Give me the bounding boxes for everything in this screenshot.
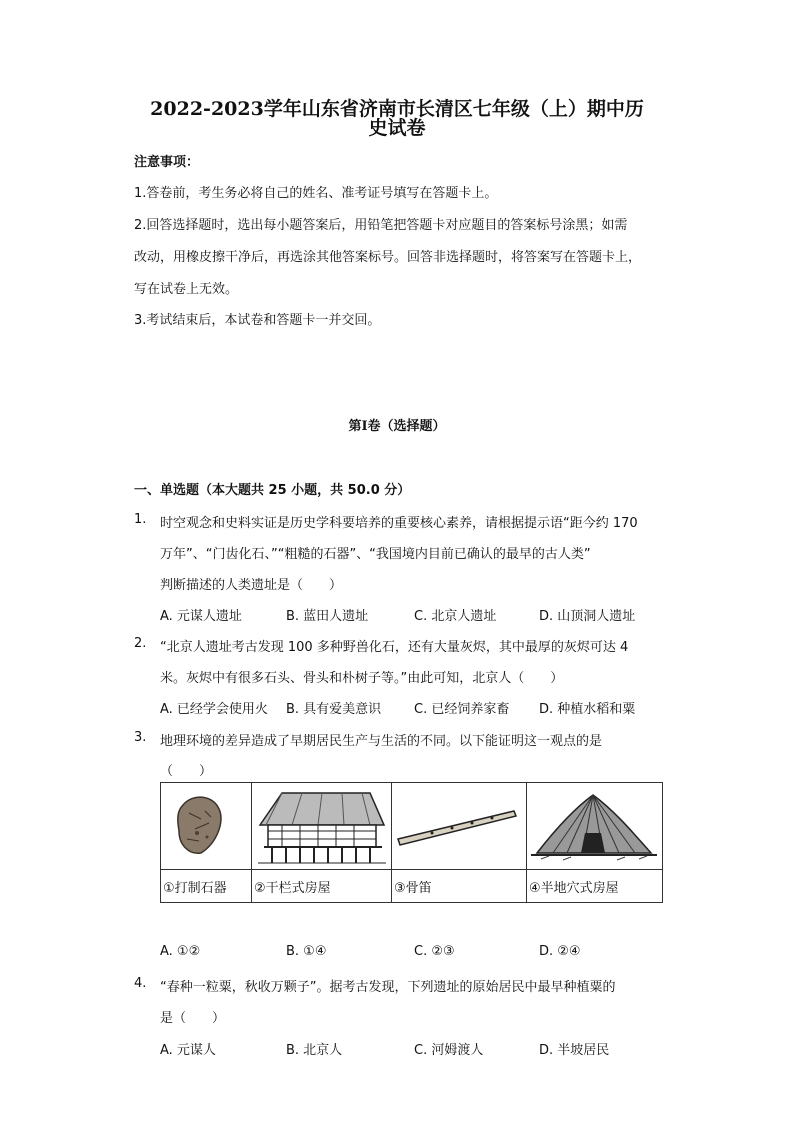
options-row — [160, 605, 635, 624]
bone-flute-image — [392, 783, 527, 870]
question-number: 1. — [134, 512, 147, 527]
stilt-house-image — [252, 783, 392, 870]
notice-line: 1.答卷前，考生务必将自己的姓名、准考证号填写在答题卡上。 — [134, 186, 498, 201]
option-d[interactable]: D. 半坡居民 — [539, 1043, 610, 1058]
question-text: 万年”、“门齿化石、”“粗糙的石器”、“我国境内目前已确认的最早的古人类” — [160, 547, 591, 562]
q3-image-table — [160, 782, 663, 903]
option-b[interactable]: B. 北京人 — [286, 1043, 343, 1058]
question-text: “北京人遗址考古发现 100 多种野兽化石，还有大量灰烬，其中最厚的灰烬可达 4 — [160, 640, 629, 655]
options-row — [160, 1039, 609, 1058]
question-text: 时空观念和史料实证是历史学科要培养的重要核心素养，请根据提示语“距今约 170 — [160, 516, 638, 531]
option-a[interactable]: A. ①② — [160, 944, 201, 959]
notice-heading: 注意事项： — [134, 155, 200, 170]
notice-line: 2.回答选择题时，选出每小题答案后，用铅笔把答题卡对应题目的答案标号涂黑；如需 — [134, 218, 628, 233]
exam-title-line2: 史试卷 — [368, 117, 426, 139]
notice-line: 3.考试结束后，本试卷和答题卡一并交回。 — [134, 313, 381, 328]
option-d[interactable]: D. 山顶洞人遗址 — [539, 609, 636, 624]
part-heading: 一、单选题（本大题共 25 小题，共 50.0 分） — [134, 483, 411, 498]
notice-line: 写在试卷上无效。 — [134, 282, 239, 297]
exam-title-line1: 2022-2023学年山东省济南市长清区七年级（上）期中历 — [150, 98, 644, 120]
option-c[interactable]: C. 已经饲养家畜 — [414, 702, 510, 717]
option-b[interactable]: B. ①④ — [286, 944, 327, 959]
option-b[interactable]: B. 蓝田人遗址 — [286, 609, 369, 624]
question-text: （ ） — [160, 764, 213, 779]
question-text: 米。灰烬中有很多石头、骨头和朴树子等。”由此可知，北京人（ ） — [160, 671, 564, 686]
option-a[interactable]: A. 元谋人遗址 — [160, 609, 242, 624]
notice-line: 改动，用橡皮擦干净后，再选涂其他答案标号。回答非选择题时，将答案写在答题卡上， — [134, 250, 642, 265]
question-text: 地理环境的差异造成了早期居民生产与生活的不同。以下能证明这一观点的是 — [160, 734, 603, 749]
stone-tool-image — [161, 783, 252, 870]
option-c[interactable]: C. ②③ — [414, 944, 455, 959]
question-text: 是（ ） — [160, 1011, 226, 1026]
question-number: 3. — [134, 730, 147, 745]
option-c[interactable]: C. 北京人遗址 — [414, 609, 497, 624]
caption-stone-tool: ①打制石器 — [161, 870, 252, 903]
options-row — [160, 698, 635, 717]
caption-bone-flute: ③骨笛 — [392, 870, 527, 903]
question-text: “春种一粒粟，秋收万颗子”。据考古发现，下列遗址的原始居民中最早种植粟的 — [160, 980, 616, 995]
question-number: 2. — [134, 636, 147, 651]
options-row — [160, 944, 581, 959]
option-d[interactable]: D. 种植水稻和粟 — [539, 702, 636, 717]
option-b[interactable]: B. 具有爱美意识 — [286, 702, 382, 717]
question-text: 判断描述的人类遗址是（ ） — [160, 578, 343, 593]
option-c[interactable]: C. 河姆渡人 — [414, 1043, 484, 1058]
semi-subterranean-house-image — [527, 783, 663, 870]
section-title: 第I卷（选择题） — [348, 419, 446, 434]
caption-semi-subterranean-house: ④半地穴式房屋 — [527, 870, 663, 903]
caption-stilt-house: ②干栏式房屋 — [252, 870, 392, 903]
option-d[interactable]: D. ②④ — [539, 944, 581, 959]
question-number: 4. — [134, 976, 147, 991]
option-a[interactable]: A. 已经学会使用火 — [160, 702, 268, 717]
option-a[interactable]: A. 元谋人 — [160, 1043, 216, 1058]
